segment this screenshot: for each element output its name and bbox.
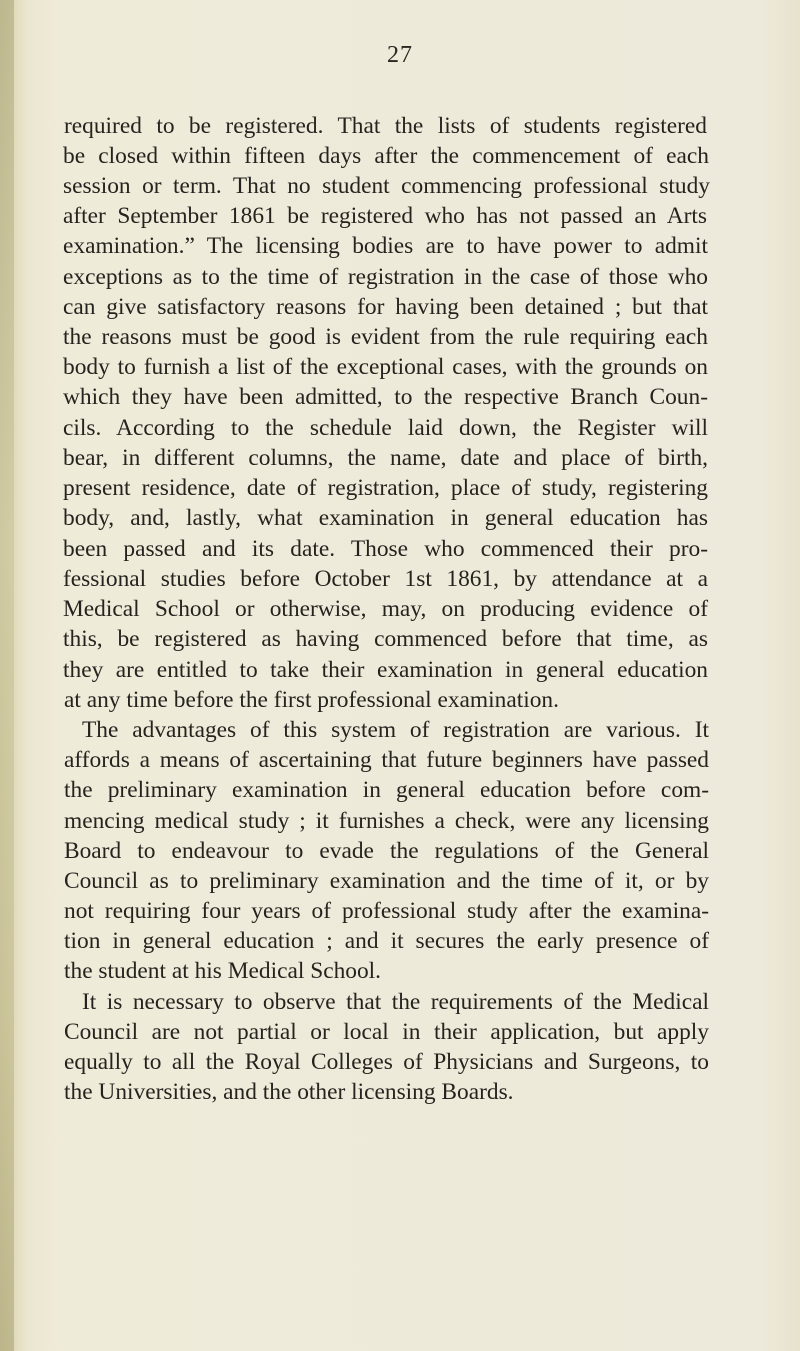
text-line: been passed and its date. Those who commenced their pro- [63,536,708,562]
text-line: mencing medical study ; it furnishes a check, were any licensing [64,808,709,834]
text-line: after September 1861 be registered who has not passed an Arts [63,203,707,229]
text-line: Council are not partial or local in their application, but apply [64,1019,709,1045]
text-line: body, and, lastly, what examination in general education has [63,505,708,531]
text-line: the reasons must be good is evident from the rule requiring each [63,324,708,350]
text-line: exceptions as to the time of registration in the case of those who [63,264,708,290]
text-line: at any time before the first professional examination. [64,687,559,713]
text-line: fessional studies before October 1st 1861, by attendance at a [63,566,708,592]
text-line: equally to all the Royal Colleges of Physicians and Surgeons, to [64,1049,709,1075]
text-line: cils. According to the schedule laid down, the Register will [63,415,708,441]
text-line: this, be registered as having commenced before that time, as [63,626,708,652]
page-gutter-shadow [0,0,14,1351]
text-line: Council as to preliminary examination and the time of it, or by [64,868,709,894]
text-line: can give satisfactory reasons for having been detained ; but that [63,294,708,320]
text-line: the Universities, and the other licensing Boards. [64,1079,514,1105]
text-line: not requiring four years of professional study after the examina- [64,898,709,924]
text-line: required to be registered. That the lists of students registered [64,113,707,139]
text-line: they are entitled to take their examination in general education [63,657,708,683]
text-line: the preliminary examination in general education before com- [64,777,709,803]
text-line: examination.” The licensing bodies are to have power to admit [63,233,708,259]
text-line: be closed within fifteen days after the commencement of each [63,143,709,169]
text-line: Medical School or otherwise, may, on producing evidence of [63,596,708,622]
text-line: bear, in different columns, the name, date and place of birth, [63,445,708,471]
text-line: Board to endeavour to evade the regulations of the General [64,838,709,864]
page-number: 27 [387,42,413,68]
text-line: body to furnish a list of the exceptional cases, with the grounds on [63,354,708,380]
text-line: session or term. That no student commencing professional study [63,173,710,199]
text-line: the student at his Medical School. [64,958,382,984]
text-line: It is necessary to observe that the requirements of the Medical [82,989,709,1015]
text-line: tion in general education ; and it secures the early presence of [64,928,709,954]
text-line: The advantages of this system of registration are various. It [82,717,709,743]
text-line: present residence, date of registration, place of study, registering [63,475,708,501]
text-line: which they have been admitted, to the respective Branch Coun- [63,384,708,410]
text-line: affords a means of ascertaining that future beginners have passed [64,747,709,773]
